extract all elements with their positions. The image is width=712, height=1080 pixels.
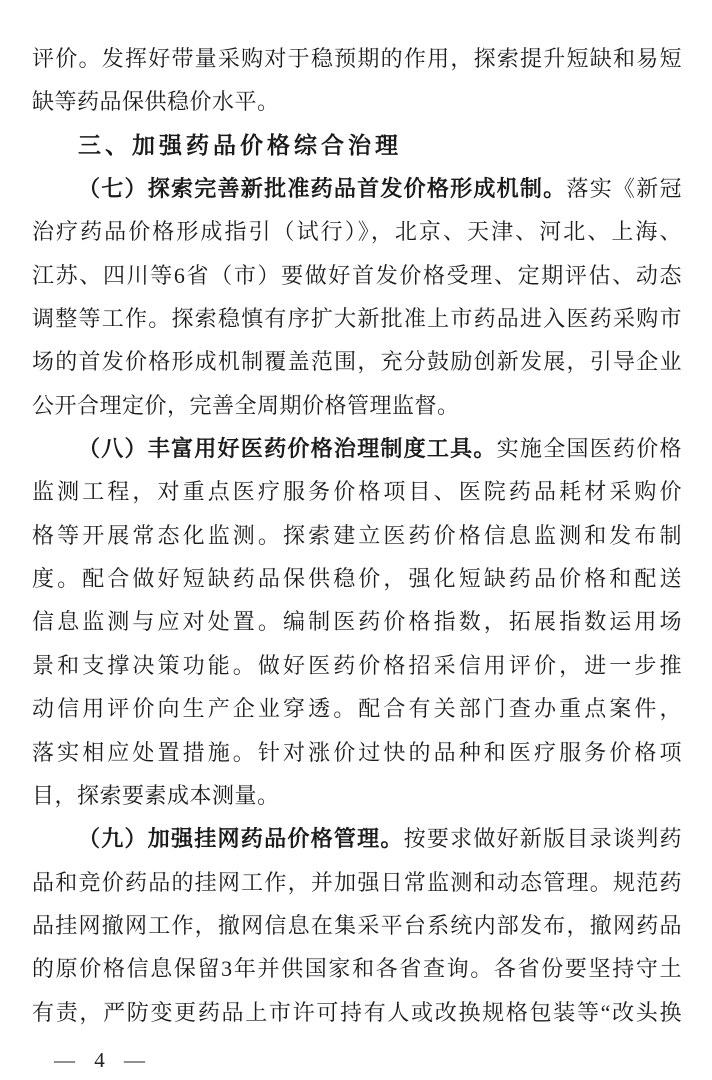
text-segment: 落实相应处置措施。针对涨价过快的品种和医疗服务价格项: [32, 739, 682, 765]
text-line: [32, 340, 682, 383]
text-segment: 按要求做好新版目录谈判药: [403, 826, 682, 852]
text-segment: 格等开展常态化监测。探索建立医药价格信息监测和发布制: [32, 522, 682, 548]
text-segment: 实施全国医药价格: [496, 436, 682, 462]
text-segment: 监测工程，对重点医疗服务价格项目、医院药品耗材采购价: [32, 479, 682, 505]
text-line: [32, 557, 682, 600]
text-segment: 场的首发价格形成机制覆盖范围，充分鼓励创新发展，引导企业: [32, 349, 682, 375]
text-segment: 信息监测与应对处置。编制医药价格指数，拓展指数运用场: [32, 609, 682, 635]
text-line: [32, 687, 682, 730]
text-line: [32, 947, 682, 990]
text-line: [32, 254, 682, 297]
document-body: [32, 37, 682, 1034]
text-segment: 动信用评价向生产企业穿透。配合有关部门查办重点案件，: [32, 696, 682, 722]
text-segment: 目，探索要素成本测量。: [32, 782, 280, 808]
text-line: [32, 774, 682, 817]
text-line: [32, 384, 682, 427]
text-segment: 落实《新冠: [566, 176, 682, 202]
text-line: [32, 731, 682, 774]
text-line: [32, 600, 682, 643]
emphasized-text-segment: （七）探索完善新批准药品首发价格形成机制。: [78, 176, 567, 202]
emphasized-text-segment: （九）加强挂网药品价格管理。: [78, 826, 404, 852]
emphasized-text-segment: （八）丰富用好医药价格治理制度工具。: [78, 436, 497, 462]
text-segment: 公开合理定价，完善全周期价格管理监督。: [32, 392, 460, 418]
text-line: [32, 297, 682, 340]
text-line: [32, 904, 682, 947]
page-number: — 4 —: [54, 1048, 147, 1072]
text-line: [32, 37, 682, 80]
text-line: [32, 644, 682, 687]
text-line: [32, 427, 682, 470]
section-heading: [32, 124, 682, 167]
text-line: [32, 817, 682, 860]
text-line: [32, 210, 682, 253]
text-segment: 调整等工作。探索稳慎有序扩大新批准上市药品进入医药采购市: [32, 306, 682, 332]
text-line: [32, 514, 682, 557]
text-line: [32, 80, 682, 123]
emphasized-text-segment: 三、加强药品价格综合治理: [78, 131, 402, 158]
text-segment: 评价。发挥好带量采购对于稳预期的作用，探索提升短缺和易短: [32, 46, 682, 71]
text-line: [32, 991, 682, 1034]
text-segment: 有责，严防变更药品上市许可持有人或改换规格包装等“改头换: [32, 999, 682, 1025]
text-segment: 品挂网撤网工作，撤网信息在集采平台系统内部发布，撤网药品: [32, 912, 682, 938]
text-segment: 景和支撑决策功能。做好医药价格招采信用评价，进一步推: [32, 652, 682, 678]
text-segment: 的原价格信息保留3年并供国家和各省查询。各省份要坚持守土: [32, 956, 682, 982]
text-segment: 治疗药品价格形成指引（试行）》，北京、天津、河北、上海、: [32, 219, 682, 245]
text-line: [32, 470, 682, 513]
text-segment: 缺等药品保供稳价水平。: [32, 89, 280, 115]
text-line: [32, 861, 682, 904]
text-segment: 品和竞价药品的挂网工作，并加强日常监测和动态管理。规范药: [32, 869, 682, 895]
text-line: [32, 167, 682, 210]
text-segment: 江苏、四川等6省（市）要做好首发价格受理、定期评估、动态: [32, 262, 682, 288]
text-segment: 度。配合做好短缺药品保供稳价，强化短缺药品价格和配送: [32, 566, 682, 592]
